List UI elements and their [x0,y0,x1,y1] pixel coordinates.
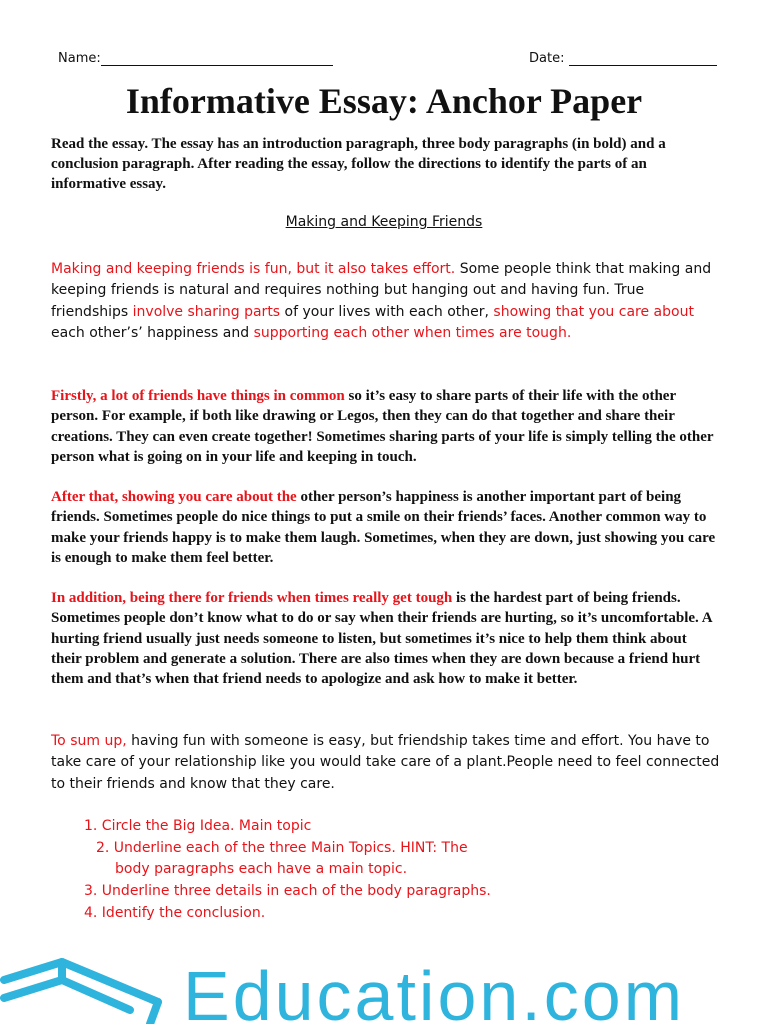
date-line [569,51,717,66]
body3-text: is the hardest part of being friends. Sometimes people don’t know what to do or say when their friends are hurting, so it’s uncomfortable. A hurting friend usually just needs someone to listen, but sometimes it’s nice to help them think about their problem and generate a solution. There are also times when they are down because a friend hurt them and that’s when that friend needs to apologize and ask how to make it better. [51,590,712,688]
body2-topic: After that, showing you care about the [51,489,297,505]
brand-wordmark: Education.com [183,957,686,1035]
body3-topic: In addition, being there for friends when times really get tough [51,590,453,606]
page-title: Informative Essay: Anchor Paper [125,81,643,121]
direction-item: 1. Circle the Big Idea. Main topic [84,818,312,834]
name-line [101,51,333,66]
body1-text: so it’s easy to share parts of their life with the other person. For example, if both like drawing or Legos, then they can do that together and share their creations. They can even create together! Sometimes sharing parts of your life is simply telling the other person what is going on in your life and keeping in touch. [51,388,714,465]
intro-topic-1: involve sharing parts [132,303,281,320]
directions-list [0,816,768,925]
direction-item-continued: body paragraphs each have a main topic. [115,861,408,878]
conclusion-paragraph [51,731,721,795]
intro-text-2: of your lives with each other, [280,303,494,320]
instructions: Read the essay. The essay has an introduction paragraph, three body paragraphs (in bold) and a conclusion paragraph. After reading the essay, follow the directions to identify the parts of an informative essay. [51,136,666,192]
body2-text: other person’s happiness is another important part of being friends. Sometimes people do nice things to put a smile on their friends’ faces. Another common way to make your friends happy is to make them laugh. Sometimes, when they are down, just showing you care is enough to make them feel better. [51,489,716,566]
education-logo-icon [0,950,170,1024]
direction-item: 2. Underline each of the three Main Topics. HINT: The [96,839,468,856]
direction-item: 4. Identify the conclusion. [84,904,266,921]
name-field [58,51,333,66]
conclusion-lead: To sum up, [51,733,127,749]
essay-title: Making and Keeping Friends [285,214,483,230]
body-paragraph-1 [51,386,721,467]
date-label: Date: [529,51,565,66]
intro-topic-2: showing that you care about [493,303,694,320]
conclusion-text: having fun with someone is easy, but friendship takes time and effort. You have to take care of your relationship like you would take care of a plant.People need to feel connected to their friends and know that they care. [51,733,720,792]
intro-text-3: each other’s’ happiness and [51,324,254,341]
intro-topic-3: supporting each other when times are tough. [253,324,572,341]
body-paragraph-3 [51,588,721,689]
date-field [529,51,717,66]
body1-topic: Firstly, a lot of friends have things in common [51,388,345,404]
body-paragraph-2 [51,487,721,568]
direction-item: 3. Underline three details in each of the body paragraphs. [84,883,491,900]
intro-big-idea: Making and keeping friends is fun, but it also takes effort. [51,261,456,277]
intro-text-1: Some people think that making and keeping friends is natural and requires nothing but hanging out and having fun. True friendships [51,261,712,320]
footer [0,950,768,1035]
intro-paragraph [51,259,721,344]
name-label: Name: [58,51,101,66]
header-row [58,51,720,71]
